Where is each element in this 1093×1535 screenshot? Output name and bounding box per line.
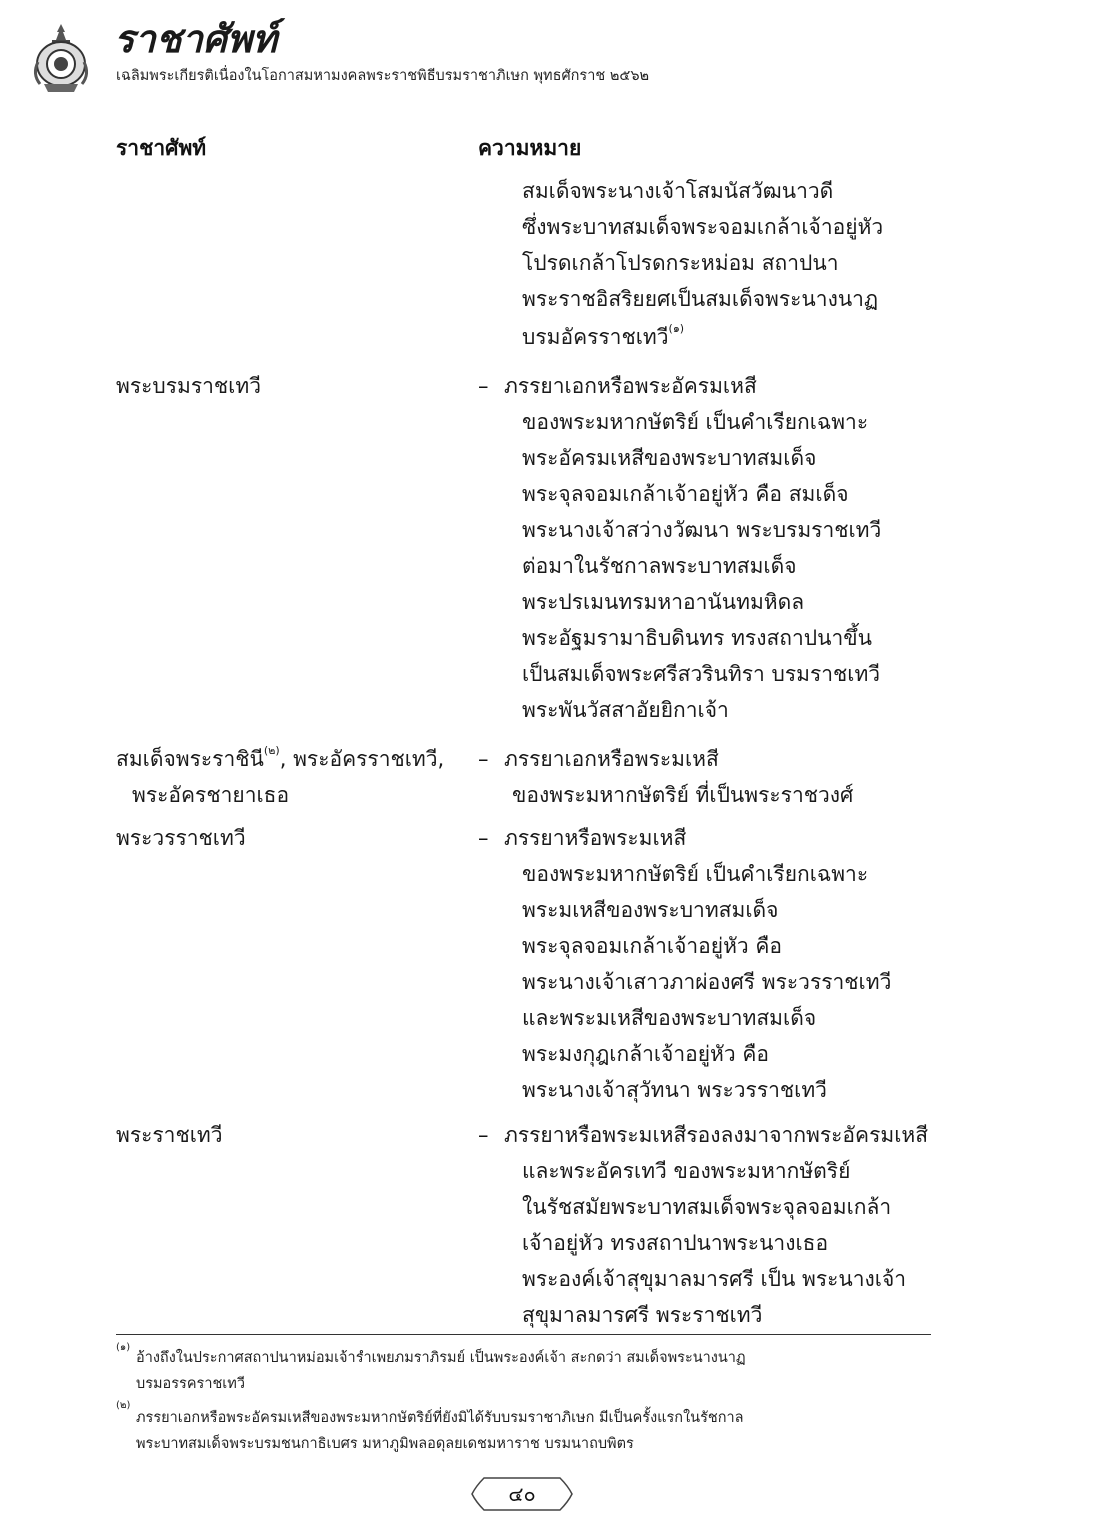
meaning-line: พระจุลจอมเกล้าเจ้าอยู่หัว คือ สมเด็จ	[522, 482, 849, 506]
meaning-line: และพระมเหสีของพระบาทสมเด็จ	[522, 1006, 817, 1030]
book-title: ราชาศัพท์	[114, 16, 278, 61]
term-phra-borommaratchathewi: พระบรมราชเทวี	[116, 374, 261, 398]
footnote-ref: (๒)	[263, 744, 280, 757]
meaning-line: พระจุลจอมเกล้าเจ้าอยู่หัว คือ	[522, 934, 783, 958]
meaning-line: ของพระมหากษัตริย์ เป็นคำเรียกเฉพาะ	[522, 862, 869, 886]
column-heading-meaning: ความหมาย	[478, 136, 582, 160]
footnote-divider	[116, 1334, 931, 1335]
column-heading-term: ราชาศัพท์	[116, 136, 207, 160]
meaning-line: ภรรยาหรือพระมเหสี	[504, 826, 687, 850]
meaning-line: พระราชอิสริยยศเป็นสมเด็จพระนางนาฏ	[522, 287, 879, 311]
meaning-line: และพระอัครเทวี ของพระมหากษัตริย์	[522, 1159, 851, 1183]
meaning-line: พระนางเจ้าสว่างวัฒนา พระบรมราชเทวี	[522, 518, 882, 542]
page-number: ๔๐	[508, 1482, 536, 1506]
term-phra-akkhara-chaya-thoe: พระอัครชายาเธอ	[132, 783, 290, 807]
meaning-line: บรมอัครราชเทวี$^{(๑)}$	[522, 322, 685, 349]
meaning-line: ต่อมาในรัชกาลพระบาทสมเด็จ	[522, 554, 797, 578]
meaning-line: เจ้าอยู่หัว ทรงสถาปนาพระนางเธอ	[522, 1231, 829, 1255]
meaning-line: พระองค์เจ้าสุขุมาลมารศรี เป็น พระนางเจ้า	[522, 1267, 907, 1291]
book-subtitle: เฉลิมพระเกียรติเนื่องในโอกาสมหามงคลพระราชพิธีบรมราชาภิเษก พุทธศักราช ๒๕๖๒	[116, 68, 650, 84]
meaning-line: พระพันวัสสาอัยยิกาเจ้า	[522, 698, 729, 722]
dash: –	[478, 747, 489, 771]
meaning-line: ภรรยาเอกหรือพระอัครมเหสี	[504, 374, 757, 398]
meaning-line: พระมเหสีของพระบาทสมเด็จ	[522, 898, 779, 922]
footnote-line: บรมอรรคราชเทวี	[136, 1376, 245, 1392]
meaning-line: ของพระมหากษัตริย์ เป็นคำเรียกเฉพาะ	[522, 410, 869, 434]
dash: –	[478, 1123, 489, 1147]
meaning-line: ในรัชสมัยพระบาทสมเด็จพระจุลจอมเกล้า	[522, 1195, 892, 1219]
footnote-line: อ้างถึงในประกาศสถาปนาหม่อมเจ้ารำเพยภมราภิรมย์ เป็นพระองค์เจ้า สะกดว่า สมเด็จพระนางนาฏ	[136, 1350, 746, 1366]
page-number-badge	[470, 1474, 574, 1514]
dash: –	[478, 374, 489, 398]
term-phra-ratchathewi: พระราชเทวี	[116, 1123, 223, 1147]
dash: –	[478, 826, 489, 850]
meaning-line: พระอัครมเหสีของพระบาทสมเด็จ	[522, 446, 817, 470]
footnote-mark: (๑)	[116, 1342, 131, 1353]
meaning-line: ภรรยาเอกหรือพระมเหสี	[504, 747, 719, 771]
footnote-line: ภรรยาเอกหรือพระอัครมเหสีของพระมหากษัตริย์ที่ยังมิได้รับบรมราชาภิเษก มีเป็นครั้งแรกในรัชกาล	[136, 1410, 744, 1426]
meaning-line: พระมงกุฎเกล้าเจ้าอยู่หัว คือ	[522, 1042, 770, 1066]
term-somdet-phra-rachini: สมเด็จพระราชินี$^{(๒)}$, พระอัครราชเทวี,	[116, 744, 445, 771]
meaning-line: พระอัฐมรามาธิบดินทร ทรงสถาปนาขึ้น	[522, 626, 872, 650]
meaning-line: พระปรเมนทรมหาอานันทมหิดล	[522, 590, 805, 614]
meaning-line: เป็นสมเด็จพระศรีสวรินทิรา บรมราชเทวี	[522, 662, 881, 686]
term-phra-woraratchathewi: พระวรราชเทวี	[116, 826, 246, 850]
meaning-line: ซึ่งพระบาทสมเด็จพระจอมเกล้าเจ้าอยู่หัว	[522, 215, 884, 239]
meaning-line: สุขุมาลมารศรี พระราชเทวี	[522, 1303, 763, 1327]
meaning-line: สมเด็จพระนางเจ้าโสมนัสวัฒนาวดี	[522, 179, 834, 203]
footnote-line: พระบาทสมเด็จพระบรมชนกาธิเบศร มหาภูมิพลอดุลยเดชมหาราช บรมนาถบพิตร	[136, 1436, 634, 1452]
meaning-line: ของพระมหากษัตริย์ ที่เป็นพระราชวงศ์	[512, 783, 854, 807]
royal-emblem-icon	[30, 22, 92, 94]
meaning-line: โปรดเกล้าโปรดกระหม่อม สถาปนา	[522, 251, 839, 275]
meaning-line: พระนางเจ้าสุวัทนา พระวรราชเทวี	[522, 1078, 827, 1102]
meaning-line: ภรรยาหรือพระมเหสีรองลงมาจากพระอัครมเหสี	[504, 1123, 929, 1147]
meaning-line: พระนางเจ้าเสาวภาผ่องศรี พระวรราชเทวี	[522, 970, 892, 994]
footnote-mark: (๒)	[116, 1400, 131, 1411]
footnote-ref: (๑)	[668, 322, 685, 335]
